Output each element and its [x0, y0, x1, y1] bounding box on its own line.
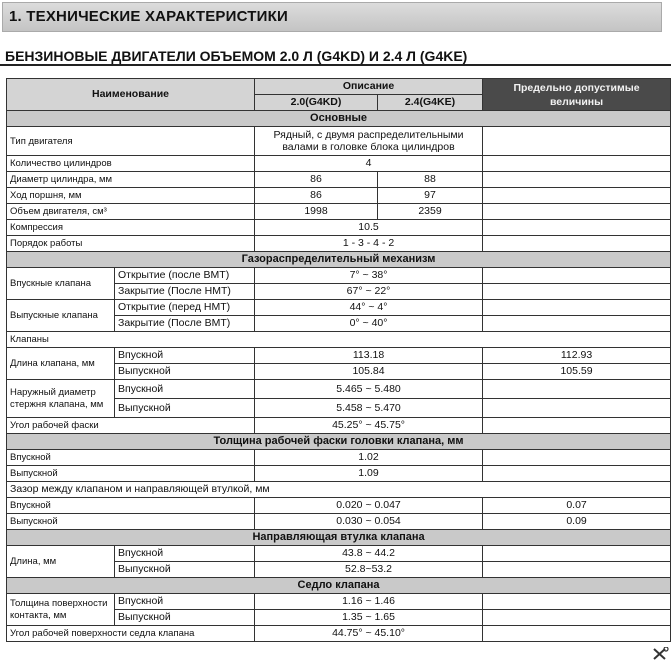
limit-cell [483, 220, 671, 236]
seat-angle-value: 44.75° ~ 45.10° [255, 626, 483, 642]
limit-cell [483, 594, 671, 610]
guide-length-label: Длина, мм [7, 546, 115, 578]
section-title-bar [2, 2, 662, 32]
displacement-g4kd: 1998 [255, 204, 378, 220]
intake-valves-label: Впускные клапана [7, 268, 115, 300]
exhaust-valves-label: Выпускные клапана [7, 300, 115, 332]
clearance-exhaust-label: Выпускной [7, 514, 255, 530]
guide-intake-value: 43.8 ~ 44.2 [255, 546, 483, 562]
stem-intake-value: 5.465 ~ 5.480 [255, 380, 483, 399]
limit-cell [483, 268, 671, 284]
intake-close-label: Закрытие (После НМТ) [115, 284, 255, 300]
exhaust-close-label: Закрытие (После ВМТ) [115, 316, 255, 332]
header-description: Описание [255, 79, 483, 95]
face-angle-value: 45.25° ~ 45.75° [255, 418, 483, 434]
valve-length-exhaust-limit: 105.59 [483, 364, 671, 380]
firing-order-label: Порядок работы [7, 236, 255, 252]
engine-type-value: Рядный, с двумя распределительными валами в головке блока цилиндров [255, 127, 483, 156]
table-row [7, 220, 671, 236]
spec-table [6, 78, 671, 642]
table-row [7, 546, 671, 562]
limit-cell [483, 562, 671, 578]
compression-value: 10.5 [255, 220, 483, 236]
table-row [7, 466, 671, 482]
limit-cell [483, 610, 671, 626]
table-row [7, 188, 671, 204]
section-guide: Направляющая втулка клапана [7, 530, 671, 546]
intake-open-value: 7° ~ 38° [255, 268, 483, 284]
table-row [7, 300, 671, 316]
seat-intake-label: Впускной [115, 594, 255, 610]
table-row [7, 204, 671, 220]
seat-contact-label: Толщина поверхности контакта, мм [7, 594, 115, 626]
valve-length-exhaust-value: 105.84 [255, 364, 483, 380]
header-g4ke: 2.4(G4KE) [378, 95, 483, 111]
exhaust-open-value: 44° ~ 4° [255, 300, 483, 316]
section-timing: Газораспределительный механизм [7, 252, 671, 268]
section-basic: Основные [7, 111, 671, 127]
table-row [7, 594, 671, 610]
clearance-intake-value: 0.020 ~ 0.047 [255, 498, 483, 514]
clearance-exhaust-limit: 0.09 [483, 514, 671, 530]
exhaust-close-value: 0° ~ 40° [255, 316, 483, 332]
limit-cell [483, 380, 671, 399]
limit-cell [483, 418, 671, 434]
face-intake-label: Впускной [7, 450, 255, 466]
guide-exhaust-label: Выпускной [115, 562, 255, 578]
limit-cell [483, 626, 671, 642]
section-row [7, 530, 671, 546]
table-row [7, 380, 671, 399]
displacement-label: Объем двигателя, см³ [7, 204, 255, 220]
limit-cell [483, 236, 671, 252]
table-row [7, 332, 671, 348]
stroke-g4kd: 86 [255, 188, 378, 204]
clearance-label: Зазор между клапаном и направляющей втулкой, мм [7, 482, 671, 498]
header-g4kd: 2.0(G4KD) [255, 95, 378, 111]
table-row [7, 498, 671, 514]
intake-close-value: 67° ~ 22° [255, 284, 483, 300]
limit-cell [483, 156, 671, 172]
limit-cell [483, 466, 671, 482]
compression-label: Компрессия [7, 220, 255, 236]
clearance-intake-limit: 0.07 [483, 498, 671, 514]
page-subtitle: БЕНЗИНОВЫЕ ДВИГАТЕЛИ ОБЪЕМОМ 2.0 Л (G4KD) И 2.4 Л (G4KE) [5, 48, 468, 64]
section-row [7, 252, 671, 268]
seat-angle-label: Угол рабочей поверхности седла клапана [7, 626, 255, 642]
limit-cell [483, 188, 671, 204]
limit-cell [483, 127, 671, 156]
seat-exhaust-value: 1.35 ~ 1.65 [255, 610, 483, 626]
bore-g4ke: 88 [378, 172, 483, 188]
valve-length-label: Длина клапана, мм [7, 348, 115, 380]
bore-g4kd: 86 [255, 172, 378, 188]
limit-cell [483, 316, 671, 332]
stroke-label: Ход поршня, мм [7, 188, 255, 204]
header-limits: Предельно допустимые величины [483, 79, 671, 111]
clearance-intake-label: Впускной [7, 498, 255, 514]
limit-cell [483, 204, 671, 220]
stroke-g4ke: 97 [378, 188, 483, 204]
guide-intake-label: Впускной [115, 546, 255, 562]
valve-length-intake-value: 113.18 [255, 348, 483, 364]
page-title: 1. ТЕХНИЧЕСКИЕ ХАРАКТЕРИСТИКИ [9, 8, 288, 25]
table-row [7, 268, 671, 284]
face-exhaust-value: 1.09 [255, 466, 483, 482]
valves-label: Клапаны [7, 332, 671, 348]
table-row [7, 418, 671, 434]
intake-open-label: Открытие (после ВМТ) [115, 268, 255, 284]
table-row [7, 514, 671, 530]
table-row [7, 156, 671, 172]
stem-exhaust-value: 5.458 ~ 5.470 [255, 399, 483, 418]
face-intake-value: 1.02 [255, 450, 483, 466]
table-row [7, 482, 671, 498]
limit-cell [483, 284, 671, 300]
stem-diameter-label: Наружный диаметр стержня клапана, мм [7, 380, 115, 418]
limit-cell [483, 546, 671, 562]
exhaust-open-label: Открытие (перед НМТ) [115, 300, 255, 316]
limit-cell [483, 450, 671, 466]
valve-length-intake-limit: 112.93 [483, 348, 671, 364]
table-row [7, 626, 671, 642]
guide-exhaust-value: 52.8~53.2 [255, 562, 483, 578]
cylinders-value: 4 [255, 156, 483, 172]
header-name: Наименование [7, 79, 255, 111]
limit-cell [483, 300, 671, 316]
section-seat-width: Толщина рабочей фаски головки клапана, мм [7, 434, 671, 450]
firing-order-value: 1 - 3 - 4 - 2 [255, 236, 483, 252]
table-row [7, 236, 671, 252]
bore-label: Диаметр цилиндра, мм [7, 172, 255, 188]
valve-length-intake-label: Впускной [115, 348, 255, 364]
table-row [7, 348, 671, 364]
wrench-screwdriver-icon [651, 647, 669, 661]
seat-intake-value: 1.16 ~ 1.46 [255, 594, 483, 610]
table-row [7, 172, 671, 188]
subtitle-divider [0, 64, 671, 66]
cylinders-label: Количество цилиндров [7, 156, 255, 172]
table-header-row [7, 79, 671, 95]
clearance-exhaust-value: 0.030 ~ 0.054 [255, 514, 483, 530]
limit-cell [483, 399, 671, 418]
face-exhaust-label: Выпускной [7, 466, 255, 482]
section-row [7, 578, 671, 594]
engine-type-label: Тип двигателя [7, 127, 255, 156]
displacement-g4ke: 2359 [378, 204, 483, 220]
face-angle-label: Угол рабочей фаски [7, 418, 255, 434]
limit-cell [483, 172, 671, 188]
seat-exhaust-label: Выпускной [115, 610, 255, 626]
stem-exhaust-label: Выпускной [115, 399, 255, 418]
section-row [7, 111, 671, 127]
stem-intake-label: Впускной [115, 380, 255, 399]
valve-length-exhaust-label: Выпускной [115, 364, 255, 380]
section-seat: Седло клапана [7, 578, 671, 594]
table-row [7, 127, 671, 156]
section-row [7, 434, 671, 450]
table-row [7, 450, 671, 466]
